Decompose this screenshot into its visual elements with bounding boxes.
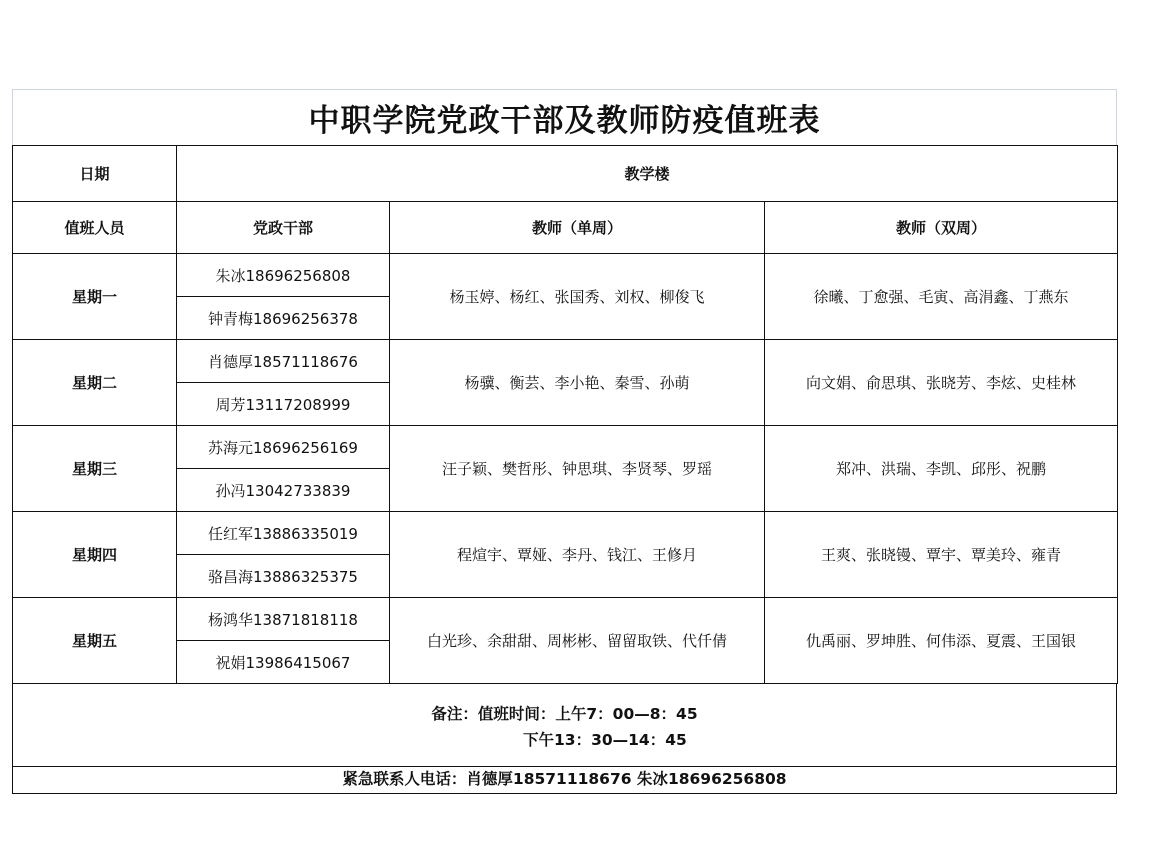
teacher-double-cell: 徐曦、丁愈强、毛寅、高涓鑫、丁燕东 <box>765 254 1118 340</box>
teacher-single-header: 教师（单周） <box>390 202 765 254</box>
notes-box <box>12 684 1117 767</box>
header-row-staff <box>13 202 1118 254</box>
table-row <box>13 254 1118 297</box>
teacher-double-header: 教师（双周） <box>765 202 1118 254</box>
header-row-date <box>13 146 1118 202</box>
teacher-double-cell: 仇禹丽、罗坤胜、何伟添、夏震、王国银 <box>765 598 1118 684</box>
notes-morning-time: 备注：值班时间：上午7：00—8：45 <box>431 705 698 723</box>
building-header: 教学楼 <box>177 146 1118 202</box>
cadre-cell: 钟青梅18696256378 <box>177 297 390 340</box>
notes-afternoon-time: 下午13：30—14：45 <box>523 731 687 749</box>
teacher-single-cell: 杨玉婷、杨红、张国秀、刘权、柳俊飞 <box>390 254 765 340</box>
cadre-header: 党政干部 <box>177 202 390 254</box>
cadre-cell: 任红军13886335019 <box>177 512 390 555</box>
duty-table <box>12 145 1118 684</box>
day-cell: 星期四 <box>13 512 177 598</box>
cadre-cell: 苏海元18696256169 <box>177 426 390 469</box>
cadre-cell: 祝娟13986415067 <box>177 641 390 684</box>
teacher-double-cell: 王爽、张晓镘、覃宇、覃美玲、雍青 <box>765 512 1118 598</box>
teacher-double-cell: 向文娟、俞思琪、张晓芳、李炫、史桂林 <box>765 340 1118 426</box>
day-cell: 星期三 <box>13 426 177 512</box>
teacher-double-cell: 郑冲、洪瑞、李凯、邱彤、祝鹏 <box>765 426 1118 512</box>
staff-header: 值班人员 <box>13 202 177 254</box>
cadre-cell: 周芳13117208999 <box>177 383 390 426</box>
cadre-cell: 朱冰18696256808 <box>177 254 390 297</box>
day-cell: 星期一 <box>13 254 177 340</box>
date-header: 日期 <box>13 146 177 202</box>
table-row <box>13 340 1118 383</box>
teacher-single-cell: 白光珍、余甜甜、周彬彬、留留取铁、代仟倩 <box>390 598 765 684</box>
cadre-cell: 肖德厚18571118676 <box>177 340 390 383</box>
table-row <box>13 512 1118 555</box>
day-cell: 星期二 <box>13 340 177 426</box>
cadre-cell: 孙冯13042733839 <box>177 469 390 512</box>
emergency-contact: 紧急联系人电话：肖德厚18571118676 朱冰18696256808 <box>12 767 1117 794</box>
day-cell: 星期五 <box>13 598 177 684</box>
table-row <box>13 426 1118 469</box>
cadre-cell: 杨鸿华13871818118 <box>177 598 390 641</box>
page-title: 中职学院党政干部及教师防疫值班表 <box>12 89 1117 145</box>
cadre-cell: 骆昌海13886325375 <box>177 555 390 598</box>
teacher-single-cell: 程煊宇、覃娅、李丹、钱江、王修月 <box>390 512 765 598</box>
table-row <box>13 598 1118 641</box>
teacher-single-cell: 汪子颖、樊哲彤、钟思琪、李贤琴、罗瑶 <box>390 426 765 512</box>
teacher-single-cell: 杨骥、衡芸、李小艳、秦雪、孙萌 <box>390 340 765 426</box>
duty-roster-sheet <box>12 89 1117 794</box>
